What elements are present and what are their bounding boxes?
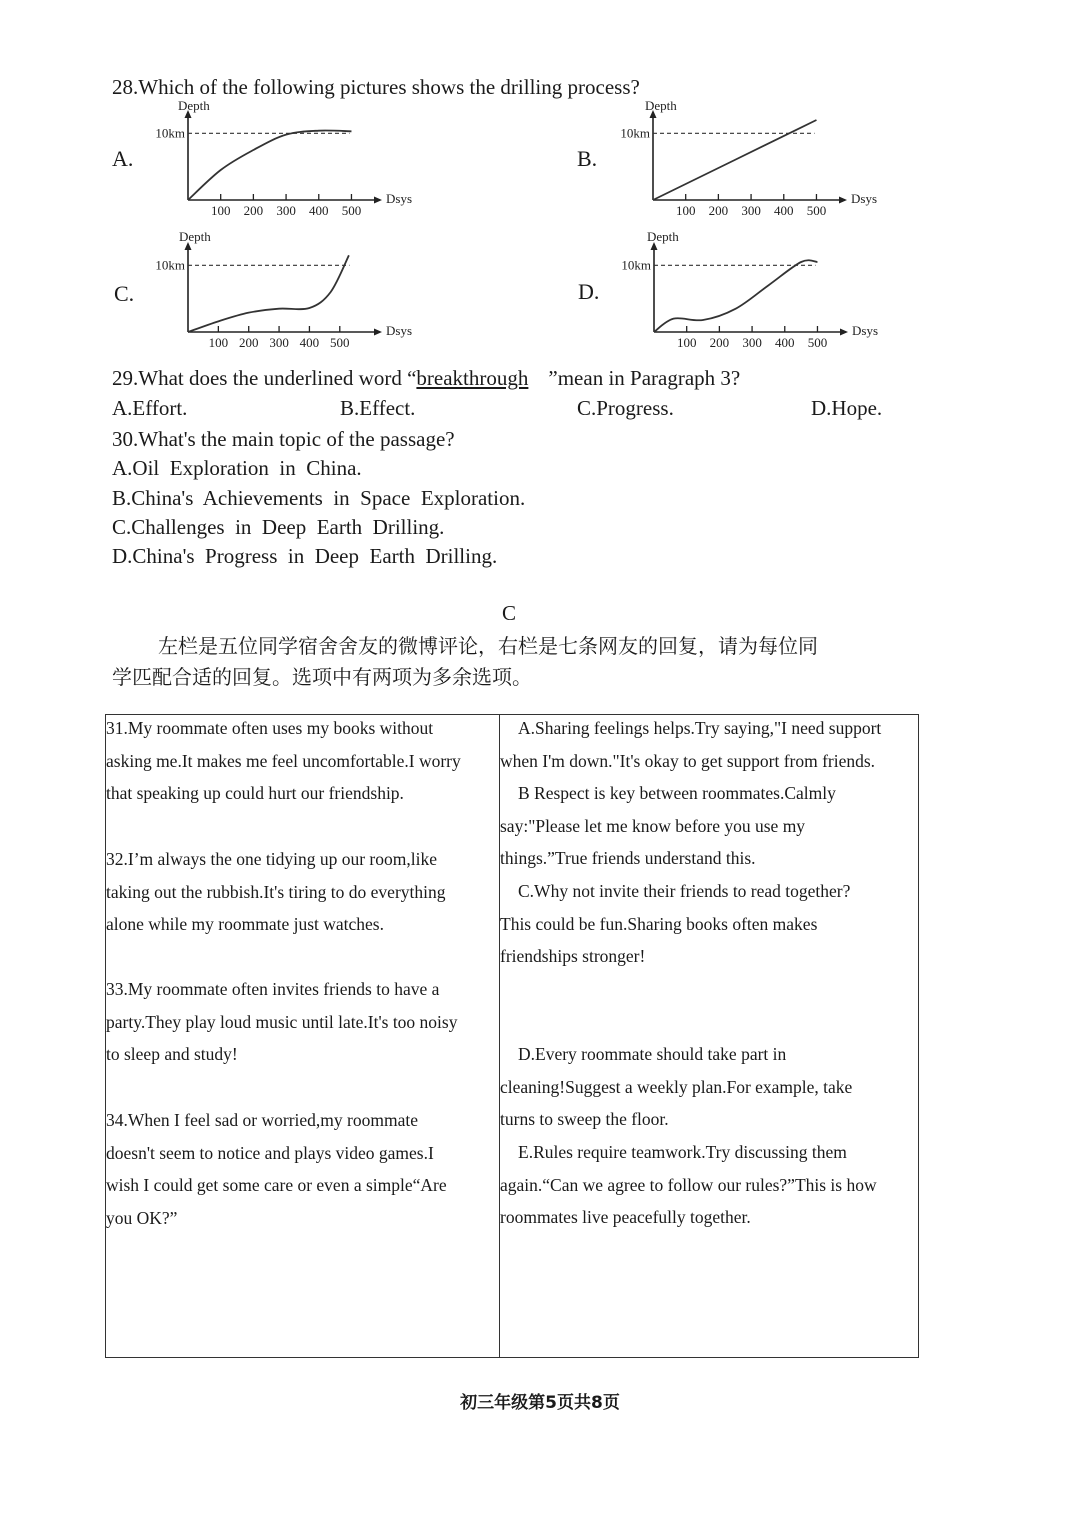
section-c-instruction-line-1: 左栏是五位同学宿舍舍友的微博评论，右栏是七条网友的回复，请为每位同 (158, 634, 818, 658)
chart-b-series-line (653, 120, 816, 200)
chart-d-x-axis-arrow (840, 329, 848, 336)
chart-c-tick-label: 100 (208, 335, 229, 350)
chart-d (607, 225, 877, 355)
option-a-label: A. (112, 146, 134, 171)
q29-option-b: B.Effect. (340, 396, 416, 420)
chart-b-tick-label: 300 (741, 203, 761, 218)
chart-d-tick-label: 500 (807, 335, 828, 350)
q30-option-d: D.China's Progress in Deep Earth Drilling. (112, 544, 498, 568)
comment-32-line: alone while my roommate just watches. (106, 914, 384, 935)
page-footer: 初三年级第5页共8页 (460, 1393, 620, 1413)
reply-b-line: things.”True friends understand this. (500, 848, 756, 869)
reply-d-line: turns to sweep the floor. (500, 1109, 669, 1130)
chart-b (605, 95, 878, 225)
comment-32-line: 32.I’m always the one tidying up our room,like (106, 849, 437, 869)
chart-a-tick-label: 200 (243, 203, 264, 218)
q30-option-a: A.Oil Exploration in China. (112, 456, 362, 480)
comment-33-line: 33.My roommate often invites friends to have a (106, 979, 440, 999)
question-30: 30.What's the main topic of the passage? (112, 427, 455, 451)
reply-a (500, 712, 918, 777)
reply-b (500, 777, 918, 875)
comment-31-line: asking me.It makes me feel uncomfortable.I worry (106, 750, 461, 771)
chart-c-tick-label: 500 (330, 335, 350, 350)
question-29-stem-end: ”mean in Paragraph 3? (548, 366, 741, 390)
comment-31 (106, 712, 498, 810)
chart-d-y-label: Depth (647, 229, 679, 244)
chart-a-y-label: Depth (178, 98, 210, 113)
q29-option-c: C.Progress. (577, 396, 674, 420)
chart-d-reference-label: 10km (621, 257, 651, 273)
chart-b-x-axis-arrow (839, 197, 847, 204)
comment-34-line: doesn't seem to notice and plays video games.I (106, 1142, 434, 1163)
comment-34 (106, 1104, 498, 1235)
reply-d-line: D.Every roommate should take part in (518, 1044, 787, 1064)
chart-c-tick-label: 300 (269, 335, 289, 350)
reply-a-line: A.Sharing feelings helps.Try saying,"I need support (518, 718, 882, 738)
chart-a (155, 95, 413, 225)
chart-c (155, 225, 415, 355)
reply-b-line: say:"Please let me know before you use my (500, 815, 806, 836)
chart-c-series-line (188, 255, 349, 332)
q30-option-c: C.Challenges in Deep Earth Drilling. (112, 515, 445, 539)
chart-d-x-label: Dsys (852, 323, 879, 338)
chart-a-reference-label: 10km (155, 125, 185, 141)
chart-c-reference-label: 10km (155, 257, 185, 273)
chart-a-tick-label: 100 (210, 203, 231, 218)
chart-a-x-label: Dsys (386, 191, 413, 206)
chart-b-x-label: Dsys (851, 191, 878, 206)
chart-d-tick-label: 300 (742, 335, 762, 350)
reply-c-line: friendships stronger! (500, 946, 646, 967)
chart-c-tick-label: 400 (299, 335, 320, 350)
chart-a-x-axis-arrow (374, 197, 382, 204)
reply-e-line: again.“Can we agree to follow our rules?”This is how (500, 1174, 877, 1195)
comment-33-line: party.They play loud music until late.It's too noisy (106, 1011, 458, 1032)
chart-a-tick-label: 300 (276, 203, 296, 218)
reply-c-line: This could be fun.Sharing books often makes (500, 913, 818, 934)
chart-b-y-label: Depth (645, 98, 677, 113)
option-c-label: C. (114, 281, 135, 306)
reply-e-line: roommates live peacefully together. (500, 1207, 751, 1228)
chart-a-tick-label: 400 (309, 203, 329, 218)
chart-d-tick-label: 400 (775, 335, 795, 350)
chart-b-tick-label: 500 (806, 203, 827, 218)
question-28: 28.Which of the following pictures shows the drilling process? (112, 75, 640, 99)
reply-c (500, 875, 918, 973)
reply-e (500, 1136, 918, 1234)
comment-33-line: to sleep and study! (106, 1044, 238, 1065)
q29-option-a: A.Effort. (112, 396, 188, 420)
q30-option-b: B.China's Achievements in Space Exploration. (112, 486, 526, 510)
chart-d-series-line (654, 260, 817, 332)
reply-e-line: E.Rules require teamwork.Try discussing them (518, 1142, 847, 1162)
option-b-label: B. (577, 146, 598, 171)
chart-b-tick-label: 400 (774, 203, 794, 218)
section-c-title: C (502, 601, 517, 625)
matching-table (105, 714, 919, 1358)
q29-option-d: D.Hope. (811, 396, 883, 420)
comment-31-line: 31.My roommate often uses my books without (106, 718, 434, 738)
reply-d-line: cleaning!Suggest a weekly plan.For example, take (500, 1076, 853, 1097)
chart-c-y-label: Depth (179, 229, 211, 244)
chart-c-x-axis-arrow (374, 329, 382, 336)
reply-a-line: when I'm down."It's okay to get support from friends. (500, 750, 876, 771)
chart-b-reference-label: 10km (620, 125, 650, 141)
section-c-instruction-line-2: 学匹配合适的回复。选项中有两项为多余选项。 (112, 665, 532, 689)
comment-32 (106, 843, 498, 941)
reply-b-line: B Respect is key between roommates.Calmly (518, 783, 836, 803)
question-29 (112, 365, 740, 391)
chart-a-series-line (188, 131, 351, 200)
chart-c-tick-label: 200 (238, 335, 259, 350)
reply-c-line: C.Why not invite their friends to read together? (518, 881, 851, 901)
chart-a-tick-label: 500 (341, 203, 362, 218)
chart-d-tick-label: 200 (709, 335, 730, 350)
reply-d (500, 1038, 918, 1136)
question-29-stem-start: 29.What does the underlined word “ (112, 366, 417, 390)
comment-34-line: you OK?” (106, 1208, 178, 1229)
chart-d-tick-label: 100 (676, 335, 697, 350)
comment-33 (106, 973, 498, 1071)
comment-31-line: that speaking up could hurt our friendship. (106, 783, 404, 804)
comment-32-line: taking out the rubbish.It's tiring to do everything (106, 881, 446, 902)
chart-b-tick-label: 200 (708, 203, 729, 218)
chart-c-x-label: Dsys (386, 323, 413, 338)
comment-34-line: 34.When I feel sad or worried,my roommate (106, 1110, 418, 1130)
chart-b-tick-label: 100 (675, 203, 696, 218)
option-d-label: D. (578, 279, 600, 304)
comment-34-line: wish I could get some care or even a simple“Are (106, 1175, 447, 1196)
underlined-word: breakthrough (416, 366, 529, 390)
